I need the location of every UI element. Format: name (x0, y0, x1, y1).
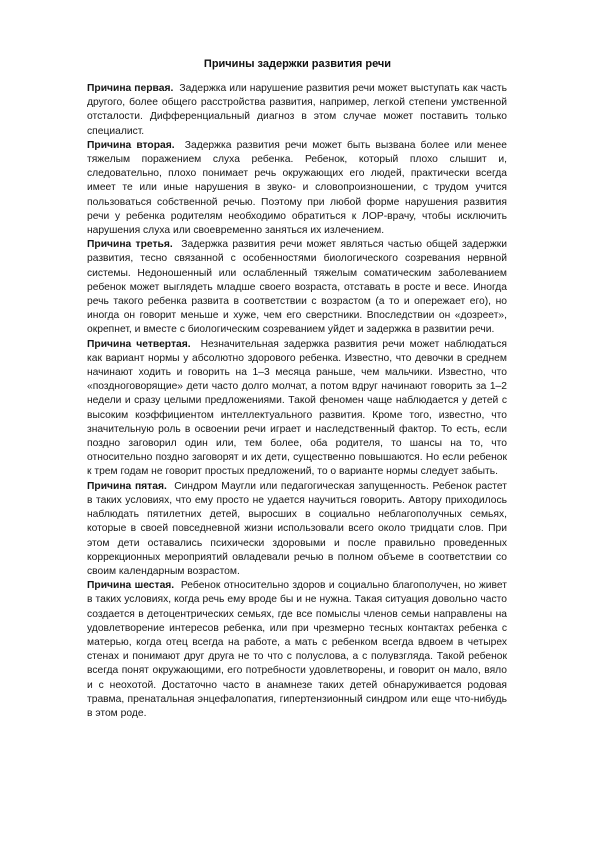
reason-paragraph-1 (87, 82, 507, 139)
document-body (87, 82, 507, 721)
reason-label: Причина шестая. (87, 580, 175, 592)
reason-text: Синдром Маугли или педагогическая запущенность. Ребенок растет в таких условиях, что ему просто не удается научиться говорить. Автору приходилось наблюдать пятилетних детей, выросших в социально неблагополучных семьях, которые в своей повседневной жизни использовали всего около тридцати слов. При этом дети оставались психически здоровыми и после правильно проведенных коррекционных мероприятий овладевали речью в полном объеме в соответствии со своим календарным возрастом. (87, 480, 507, 577)
reason-text: Задержка развития речи может являться частью общей задержки развития, тесно связанной с особенностями биологического созревания нервной системы. Недоношенный или ослабленный тяжелым соматическим заболеванием ребенок может выглядеть младше своего возраста, отставать в росте и весе. Иногда речь такого ребенка развита в соответствии с возрастом (а то и опережает его), но иногда он говорит меньше и хуже, чем его сверстники. Впоследствии он «дозреет», окрепнет, и вместе с биологическим созреванием уйдет и задержка в развитии речи. (87, 239, 507, 336)
reason-text: Незначительная задержка развития речи может наблюдаться как вариант нормы у абсолютно здорового ребенка. Известно, что девочки в среднем начинают ходить и говорить на 1–3 месяца раньше, чем мальчики. Известно, что «поздноговорящие» дети часто долго молчат, а потом вдруг начинают говорить за 1–2 недели и сразу целыми предложениями. Такой феномен чаще наблюдается у детей с высоким коэффициентом интеллектуального развития. Кроме того, известно, что значительную роль в освоении речи играет и наследственный фактор. То есть, если поздно заговорил один или, тем более, оба родителя, то шансы на то, что относительно поздно заговорят и их дети, существенно повышаются. Но если ребенок к трем годам не говорит простых предложений, то о варианте нормы следует забыть. (87, 338, 507, 478)
reason-label: Причина вторая. (87, 139, 175, 151)
reason-paragraph-4 (87, 338, 507, 480)
reason-label: Причина пятая. (87, 480, 167, 492)
reason-text: Задержка развития речи может быть вызвана более или менее тяжелым поражением слуха ребенка. Ребенок, который плохо слышит и, следовательно, плохо понимает речь окружающих его людей, практически всегда имеет те или иные нарушения в звуко- и словопроизношении, с трудом учится пользоваться собственной речью. Поэтому при любой форме нарушения развития речи у ребенка родителям необходимо обратиться к ЛОР-врачу, чтобы исключить нарушения слуха или своевременно заняться их излечением. (87, 139, 507, 237)
reason-text: Ребенок относительно здоров и социально благополучен, но живет в таких условиях, когда речь ему вроде бы и не нужна. Такая ситуация довольно часто создается в детоцентрических семьях, где все помыслы членов семьи направлены на удовлетворение интересов ребенка, или при чрезмерно тесных контактах ребенка с матерью, когда отец всегда на работе, а мать с ребенком всегда вдвоем в четырех стенах и понимают друг друга не то что с полуслова, а с полувзгляда. Такой ребенок всегда понят окружающими, его потребности удовлетворены, и говорит он мало, вяло и с неохотой. Достаточно часто в анамнезе таких детей обнаруживается родовая травма, пренатальная энцефалопатия, гипертензионный синдром или еще что-нибудь в этом роде. (87, 580, 507, 719)
reason-label: Причина третья. (87, 239, 173, 251)
reason-label: Причина первая. (87, 83, 174, 94)
document-title: Причины задержки развития речи (203, 58, 392, 70)
reason-paragraph-2 (87, 139, 507, 238)
reason-paragraph-3 (87, 238, 507, 337)
reason-paragraph-5 (87, 480, 507, 579)
reason-paragraph-6 (87, 579, 507, 721)
reason-label: Причина четвертая. (87, 338, 191, 350)
reason-text: Задержка или нарушение развития речи может выступать как часть другого, более общего расстройства развития, например, легкой степени умственной отсталости. Дифференциальный диагноз в этом случае может поставить только специалист. (87, 83, 507, 137)
